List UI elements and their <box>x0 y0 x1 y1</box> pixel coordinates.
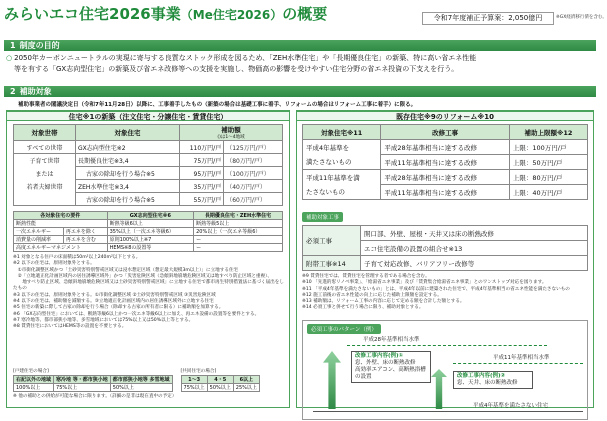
arrow-up-icon <box>431 369 447 409</box>
reform-panel <box>296 110 594 408</box>
purpose-text: ○ 2050年カーボンニュートラルの実現に寄与する良質なストック形成を図るため、「ZEH水準住宅」や「長期優良住宅」の新築、特に高い省エネ性能 等を有する「GX志向型住宅」の新築及び省エネ改修等への支援を実施し、物価高の影響を受けやすい住宅分野の省エネ投資の下支えを行う。 <box>6 54 477 73</box>
col-target: 対象世帯 <box>14 125 76 141</box>
level-mid-line <box>453 363 583 364</box>
apartment-table: 1〜3 4・5 6以上 75%以上 50%以上 25%以上 <box>181 375 260 392</box>
newbuild-table <box>13 124 283 206</box>
table-row: 古家の除却を行う場合※5 55万円/戸 （60万円/戸） <box>14 193 283 206</box>
table-row: 子育て世帯 長期優良住宅※3,4 75万円/戸 （80万円/戸） <box>14 154 283 167</box>
table-row: 満たさないもの 平成11年基準相当に達する改修 上限：50万円/戸 <box>303 155 588 170</box>
table-row: たさないもの 平成11年基準相当に達する改修 上限：40万円/戸 <box>303 185 588 200</box>
col-house: 対象住宅 <box>76 125 180 141</box>
works-table: 必須工事 開口部、外壁、屋根・天井又は床の断熱改修 エコ住宅設備の設置の組合せ※13 附帯工事※14 子育て対応改修、バリアフリー改修等 <box>302 225 588 271</box>
newbuild-footnotes: ※1 対象となる住戸の床面積は50m²以上240m²以下とする。 ※2 以下の住宅は、原則対象外とする。 ①市街化調整区域かつ「土砂災害特別警戒区域又は浸水想定区域（想定最大規模3m以上）」に立地する住宅 ②「立地適正化計画区域内の居住誘導区域外」かつ「災害危険区域（急傾斜地崩壊危険区域又は地すべり防止区域と重複）、 地すべり防止区域、急傾斜地崩壊危険区域又は土砂災害特別警戒区域」に立地する住宅で都市再生特別措置法に基づく届出をしたもの ※3 以下の住宅は、原則対象外とする。①市街化調整区域 ②土砂災害特別警戒区域 ③災害危険区域 ※4 以下の住宅は、補助額を減額する。③立地適正化計画区域内の居住誘導区域外に立地する住宅 ※5 住宅の新築に際して古家の除却を行う場合（除却する古家の所有者に限る）に補助額を加算する。 ※6 「GX志向型住宅」においては、断熱等級6以上かつ一次エネ等級6以上に加え、再エネ設備の設置等を要件とする。 ※7 寒冷地等、都市部狭小地等、多雪地域においては75%以上又は50%以上等とする。 ※8 賃貸住宅においてはHEMS等の設置を不要とする。 <box>13 255 284 330</box>
section-heading-targets: 2 補助対象 <box>4 86 596 97</box>
table-row: 平成4年基準を 平成28年基準相当に達する改修 上限：100万円/戸 <box>303 140 588 155</box>
reform-panel-title: 既存住宅※9のリフォーム※10 <box>297 111 593 121</box>
table-row: 若者夫婦世帯 ZEH水準住宅※3,4 35万円/戸 （40万円/戸） <box>14 180 283 193</box>
level-top-line <box>347 345 547 346</box>
newbuild-panel-title: 住宅※1の新築（注文住宅・分譲住宅・賃貸住宅） <box>7 111 289 121</box>
budget-note: ※GX経済移行債を含む。 <box>556 15 607 20</box>
table-row: または 古家の除却を行う場合※5 95万円/戸 （100万円/戸） <box>14 167 283 180</box>
reform-footnotes: ※9 賃貸住宅では、賃貸住宅を管理する者である場合を含む。 ※10 「先進的窓リノベ事業」、「給湯省エネ事業」及び「賃貸集合給湯省エネ事業」とのワンストップ対応を図ります。 ※11 「平成4年基準を満たさないもの」とは、平成4年以前に建築された住宅で、平成4年基準相当の省エネ性能を満たさないもの ※12 施工前後の省エネ性能の向上に応じた補助上限額を設定する。 ※13 補助額は、リフォーム工事の内容に応じて定める額を合計した額とする。 ※14 必須工事と併せて行う場合に限り、補助対象とする。 <box>302 274 570 311</box>
example-1: 改修工事内容(例)① 窓、外壁、床の断熱改修 高効率エアコン、高断熱浴槽の設置 <box>351 351 431 383</box>
level-bottom-line <box>313 411 583 412</box>
table-row: すべての世帯 GX志向型住宅※2 110万円/戸 （125万円/戸） <box>14 141 283 154</box>
col-amount: 補助額 ()は1〜4地域 <box>180 125 283 141</box>
works-title: 補助対象工事 <box>302 212 343 222</box>
table-row: 平成11年基準を満 平成28年基準相当に達する改修 上限：80万円/戸 <box>303 170 588 185</box>
works-section <box>302 204 588 271</box>
page-title: みらいエコ住宅2026事業（Me住宅2026）の概要 <box>4 5 328 23</box>
level-mid: 平成11年基準相当水準 <box>493 355 550 361</box>
reform-table: 対象住宅※11 改修工事 補助上限額※12 平成4年基準を 平成28年基準相当に達する改修 上限：100万円/戸 満たさないもの 平成11年基準相当に達する改修 上限：50万円/戸 平成11年基準を満 平成28年基準相当に達する改修 上限：80万円/戸 たさないもの 平成11年基準相当に達する改修 上限：40万円/戸 <box>302 124 588 200</box>
level-top: 平成28年基準相当水準 <box>363 337 420 343</box>
criteria-table: 各対象住宅の要件 GX志向型住宅※6 長期優良住宅・ZEH水準住宅 断熱性能 断熱等級6以上 断熱等級5以上 一次エネルギー 再エネを除く 35%以上（一次エネ等級6） 20%以上（一次エネ等級6） 消費量の削減率 再エネを含む 原則100%以上※7 ー 高度エネルギーマネジメント HEMS※8の設置等 ー <box>13 211 283 252</box>
detached-table: 右記以外の地域 寒冷地 等・都市狭小地 都市部狭小地等 多雪地域 100%以上 75%以上 50%以上 <box>13 375 173 392</box>
arrow-up-icon <box>323 351 341 409</box>
example-2: 改修工事内容(例)② 窓、天井、床の断熱改修 <box>453 371 533 389</box>
targets-lead: 補助事業者の閣議決定日（令和7年11月28日）以降に、工事着手したもの（新築の場合は基礎工事に着手、リフォームの場合はリフォーム工事に着手）に限る。 <box>18 102 417 108</box>
level-bottom: 平成4年基準を満たさない住宅 <box>473 403 549 409</box>
budget-badge: 令和7年度補正予算案：2,050億円 <box>422 12 554 25</box>
energy-tables: [戸建住宅の場合] 右記以外の地域 寒冷地 等・都市狭小地 都市部狭小地等 多雪地域 100%以上 75%以上 50%以上 [共同住宅の場合] 1〜3 4・5 6以上 75%以上 50%以上 25%以上 <box>13 369 289 392</box>
pattern-diagram <box>302 320 588 420</box>
section-heading-purpose: 1 制度の目的 <box>4 40 596 51</box>
final-footnote: ※ 他の補助との併給が可能な場合に限ります。（詳細の是非は現在査中の予定） <box>13 394 177 400</box>
diagram-title: 必須工事のパターン（例） <box>307 324 381 334</box>
newbuild-panel <box>6 110 290 408</box>
